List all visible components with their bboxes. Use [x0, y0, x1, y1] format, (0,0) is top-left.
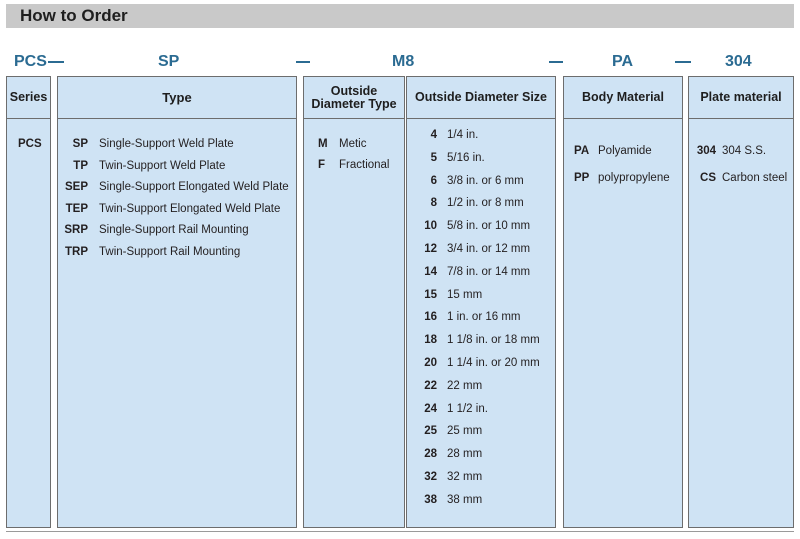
od-size-item-code: 10	[424, 220, 437, 233]
od-type-item-code: F	[318, 159, 326, 171]
code-dash	[296, 61, 310, 63]
od-size-item-code: 12	[424, 243, 437, 255]
code-type: SP	[158, 53, 180, 70]
od-size-item-code: 28	[424, 448, 437, 461]
od-size-item-desc: 3/4 in. or 12 mm	[447, 243, 531, 255]
od-size-item	[415, 197, 524, 209]
page-title: How to Order	[20, 6, 128, 25]
od-size-item-code: 38	[424, 493, 437, 506]
od-size-item-code: 16	[424, 311, 437, 324]
od-type-column	[303, 76, 405, 528]
title-bar	[6, 4, 794, 28]
od-size-item-code: 5	[430, 151, 437, 164]
type-item	[62, 181, 289, 193]
series-header: Series	[7, 77, 50, 119]
body-item-desc: Polyamide	[598, 145, 652, 157]
body-item	[574, 172, 670, 184]
od-size-item-desc: 7/8 in. or 14 mm	[447, 265, 531, 278]
od-size-item	[415, 357, 540, 369]
od-size-item-code: 22	[424, 379, 437, 392]
type-item-code: SP	[72, 138, 88, 150]
code-dash	[675, 61, 691, 63]
od-size-item-desc: 38 mm	[447, 493, 483, 506]
od-size-item-desc: 28 mm	[447, 448, 483, 461]
type-item-desc: Single-Support Weld Plate	[99, 138, 234, 150]
bottom-rule	[6, 531, 794, 532]
code-dash	[549, 61, 563, 63]
plate-item	[693, 145, 766, 157]
type-header: Type	[58, 77, 296, 119]
od-size-item-desc: 1 1/2 in.	[447, 402, 488, 415]
od-size-item	[415, 403, 488, 415]
type-item	[62, 203, 280, 215]
od-size-item	[415, 175, 524, 187]
type-item-desc: Twin-Support Rail Mounting	[99, 245, 241, 258]
series-item	[18, 138, 48, 150]
body-item-code: PA	[574, 145, 590, 157]
body-item-desc: polypropylene	[598, 172, 670, 184]
type-item-code: TRP	[65, 245, 88, 258]
od-size-item	[415, 334, 540, 346]
plate-item-code: 304	[696, 145, 716, 157]
od-size-item	[415, 152, 485, 164]
od-size-item	[415, 129, 478, 141]
od-size-header: Outside Diameter Size	[407, 77, 555, 119]
od-size-item	[415, 494, 482, 506]
od-size-item-desc: 1/4 in.	[447, 129, 479, 141]
plate-item-desc: 304 S.S.	[722, 145, 767, 157]
type-item	[62, 160, 225, 172]
type-item	[62, 246, 240, 258]
od-size-item-code: 25	[424, 425, 437, 438]
od-size-item-code: 24	[424, 402, 437, 415]
od-size-item	[415, 243, 530, 255]
od-size-item-desc: 1 1/8 in. or 18 mm	[447, 334, 540, 347]
code-series: PCS	[14, 53, 47, 70]
od-size-item-desc: 22 mm	[447, 379, 483, 392]
od-size-item	[415, 425, 482, 437]
code-plate: 304	[725, 53, 752, 70]
type-item-code: TP	[73, 159, 88, 172]
od-type-header	[304, 77, 404, 119]
plate-item-code: CS	[700, 172, 716, 184]
od-size-item-code: 4	[430, 129, 437, 141]
plate-column	[688, 76, 794, 528]
type-item-code: TEP	[65, 202, 88, 215]
plate-header: Plate material	[689, 77, 793, 119]
od-size-item-code: 6	[430, 174, 437, 187]
od-size-item-code: 14	[424, 265, 437, 278]
od-type-header-line1: Outside	[330, 83, 378, 98]
od-size-item-desc: 3/8 in. or 6 mm	[447, 174, 524, 187]
od-type-item-desc: Fractional	[339, 159, 390, 171]
od-size-item-desc: 25 mm	[447, 425, 483, 438]
od-size-item	[415, 311, 521, 323]
od-size-item-code: 32	[424, 471, 437, 483]
od-size-item	[415, 220, 530, 232]
od-size-item-code: 8	[430, 197, 437, 210]
plate-item-desc: Carbon steel	[722, 172, 788, 184]
od-type-item-desc: Metic	[339, 138, 367, 150]
body-item	[574, 145, 652, 157]
body-header: Body Material	[564, 77, 682, 119]
code-diameter: M8	[392, 53, 415, 70]
od-size-item	[415, 471, 482, 483]
code-body: PA	[612, 53, 634, 70]
type-item	[62, 224, 249, 236]
type-item-desc: Single-Support Rail Mounting	[99, 224, 249, 236]
type-item-code: SRP	[64, 224, 88, 236]
od-type-item	[318, 138, 366, 150]
od-size-item	[415, 289, 482, 301]
od-type-item-code: M	[318, 138, 328, 150]
body-column	[563, 76, 683, 528]
od-size-item-desc: 1/2 in. or 8 mm	[447, 197, 524, 210]
od-size-item-code: 18	[424, 334, 437, 347]
type-item-code: SEP	[64, 181, 88, 193]
od-size-item	[415, 380, 482, 392]
type-item	[62, 138, 234, 150]
type-item-desc: Twin-Support Elongated Weld Plate	[99, 202, 281, 215]
series-item-code: PCS	[18, 138, 42, 150]
od-size-item	[415, 266, 530, 278]
od-size-item-code: 15	[424, 288, 437, 301]
plate-item	[693, 172, 787, 184]
series-column	[6, 76, 51, 528]
type-column	[57, 76, 297, 528]
od-size-item-desc: 1 1/4 in. or 20 mm	[447, 357, 540, 369]
od-size-item-desc: 15 mm	[447, 288, 483, 301]
code-dash	[48, 61, 64, 63]
od-size-item-desc: 5/8 in. or 10 mm	[447, 220, 531, 233]
od-size-item-desc: 32 mm	[447, 471, 483, 483]
od-size-item-code: 20	[424, 357, 437, 369]
od-type-header-line2: Diameter Type	[311, 96, 397, 111]
type-item-desc: Single-Support Elongated Weld Plate	[99, 181, 289, 193]
type-item-desc: Twin-Support Weld Plate	[99, 159, 226, 172]
od-size-item-desc: 1 in. or 16 mm	[447, 311, 521, 324]
body-item-code: PP	[574, 172, 590, 184]
od-size-column	[406, 76, 556, 528]
od-type-item	[318, 159, 390, 171]
od-size-item	[415, 448, 482, 460]
od-size-item-desc: 5/16 in.	[447, 151, 485, 164]
